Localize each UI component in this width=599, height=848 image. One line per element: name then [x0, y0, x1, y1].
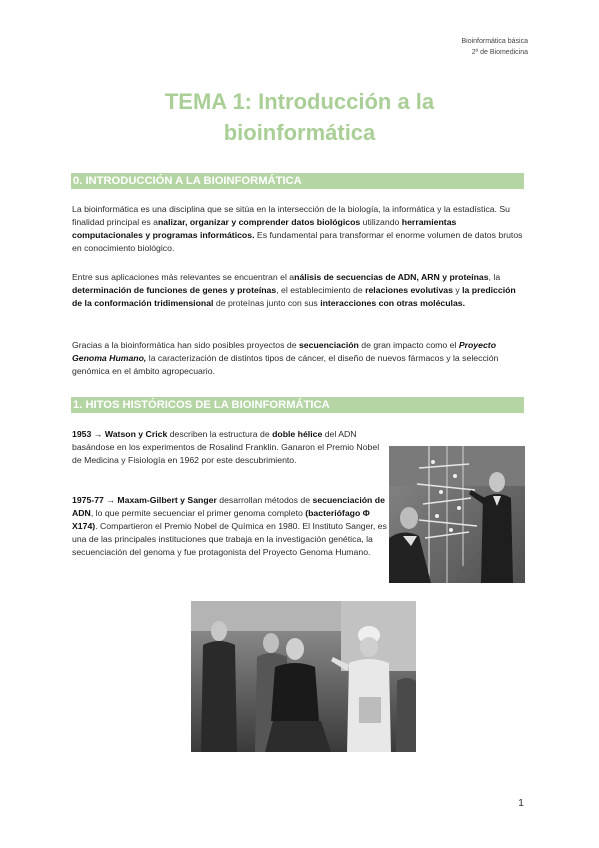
bold-text: doble hélice	[272, 429, 323, 439]
section-heading-0	[71, 173, 524, 189]
title-line-2: bioinformática	[223, 120, 376, 145]
text: . Compartieron el Premio Nobel de Química en 1980. El Instituto Sanger, es una de las principales instituciones que trabaja en la investigación genética, la secuenciación del genoma y fue protagonista del Proyecto Genoma Humano.	[72, 521, 387, 557]
sanger-group-photo	[191, 601, 416, 752]
bold-text: (bacteriófago Φ X174)	[72, 508, 370, 531]
bold-text: nálisis de secuencias de ADN, ARN y proteínas	[294, 272, 489, 282]
text: y	[452, 285, 463, 295]
text: Es fundamental para transformar el enorme volumen de datos brutos en conocimiento biológico.	[72, 230, 523, 253]
bold-text: 1975-77 → Maxam-Gilbert y Sanger	[72, 495, 217, 505]
text: , lo que permite secuenciar el primer genoma completo	[90, 508, 306, 518]
section-heading-1-text: 1. HITOS HISTÓRICOS DE LA BIOINFORMÁTICA	[73, 399, 330, 411]
paragraph-applications	[72, 271, 526, 310]
title-line-1: TEMA 1: Introducción a la	[164, 89, 435, 114]
running-header	[461, 36, 528, 58]
bold-text: la predicción de la conformación tridimensional	[72, 285, 516, 308]
text: La bioinformática es una disciplina que se sitúa en la intersección de la biología, la informática y la estadística. Su finalidad principal es a	[72, 204, 511, 227]
bold-text: secuenciación de ADN	[72, 495, 385, 518]
watson-crick-photo-illustration	[389, 446, 525, 583]
bold-italic-text: Proyecto Genoma Humano,	[72, 340, 497, 363]
bold-text: interacciones con otras moléculas.	[320, 298, 466, 308]
text: de proteínas junto con sus	[213, 298, 321, 308]
bold-text: determinación de funciones de genes y proteínas	[72, 285, 277, 295]
section-heading-1	[71, 397, 524, 413]
page-number: 1	[518, 797, 524, 809]
header-course: Bioinformática básica	[461, 38, 528, 45]
text: de gran impacto como el	[358, 340, 459, 350]
paragraph-intro-definition	[72, 203, 526, 255]
sanger-group-photo-illustration	[191, 601, 416, 752]
text: , el establecimiento de	[276, 285, 366, 295]
section-heading-0-text: 0. INTRODUCCIÓN A LA BIOINFORMÁTICA	[73, 175, 302, 187]
text: del ADN basándose en los experimentos de Rosalind Franklin. Ganaron el Premio Nobel de Medicina y Fisiología en 1962 por este descubrimiento.	[72, 429, 380, 465]
bold-text: herramientas computacionales y programas informáticos.	[72, 217, 457, 240]
text: utilizando	[360, 217, 402, 227]
bold-text: secuenciación	[298, 340, 359, 350]
text: desarrollan métodos de	[216, 495, 313, 505]
paragraph-sanger	[72, 494, 390, 559]
text: describen la estructura de	[167, 429, 273, 439]
page-title	[0, 86, 599, 148]
text: la caracterización de distintos tipos de cáncer, el diseño de nuevos fármacos y la selección genómica en el ámbito agropecuario.	[72, 353, 499, 376]
header-degree: 2º de Biomedicina	[471, 49, 528, 56]
bold-text: nalizar, organizar y comprender datos biológicos	[157, 217, 361, 227]
text: , la	[488, 272, 501, 282]
paragraph-projects	[72, 339, 526, 378]
text: Entre sus aplicaciones más relevantes se encuentran el a	[72, 272, 295, 282]
bold-text: 1953 → Watson y Crick	[72, 429, 168, 439]
text: Gracias a la bioinformática han sido posibles proyectos de	[72, 340, 299, 350]
watson-crick-photo	[389, 446, 525, 583]
paragraph-watson-crick	[72, 428, 390, 467]
bold-text: relaciones evolutivas	[365, 285, 453, 295]
